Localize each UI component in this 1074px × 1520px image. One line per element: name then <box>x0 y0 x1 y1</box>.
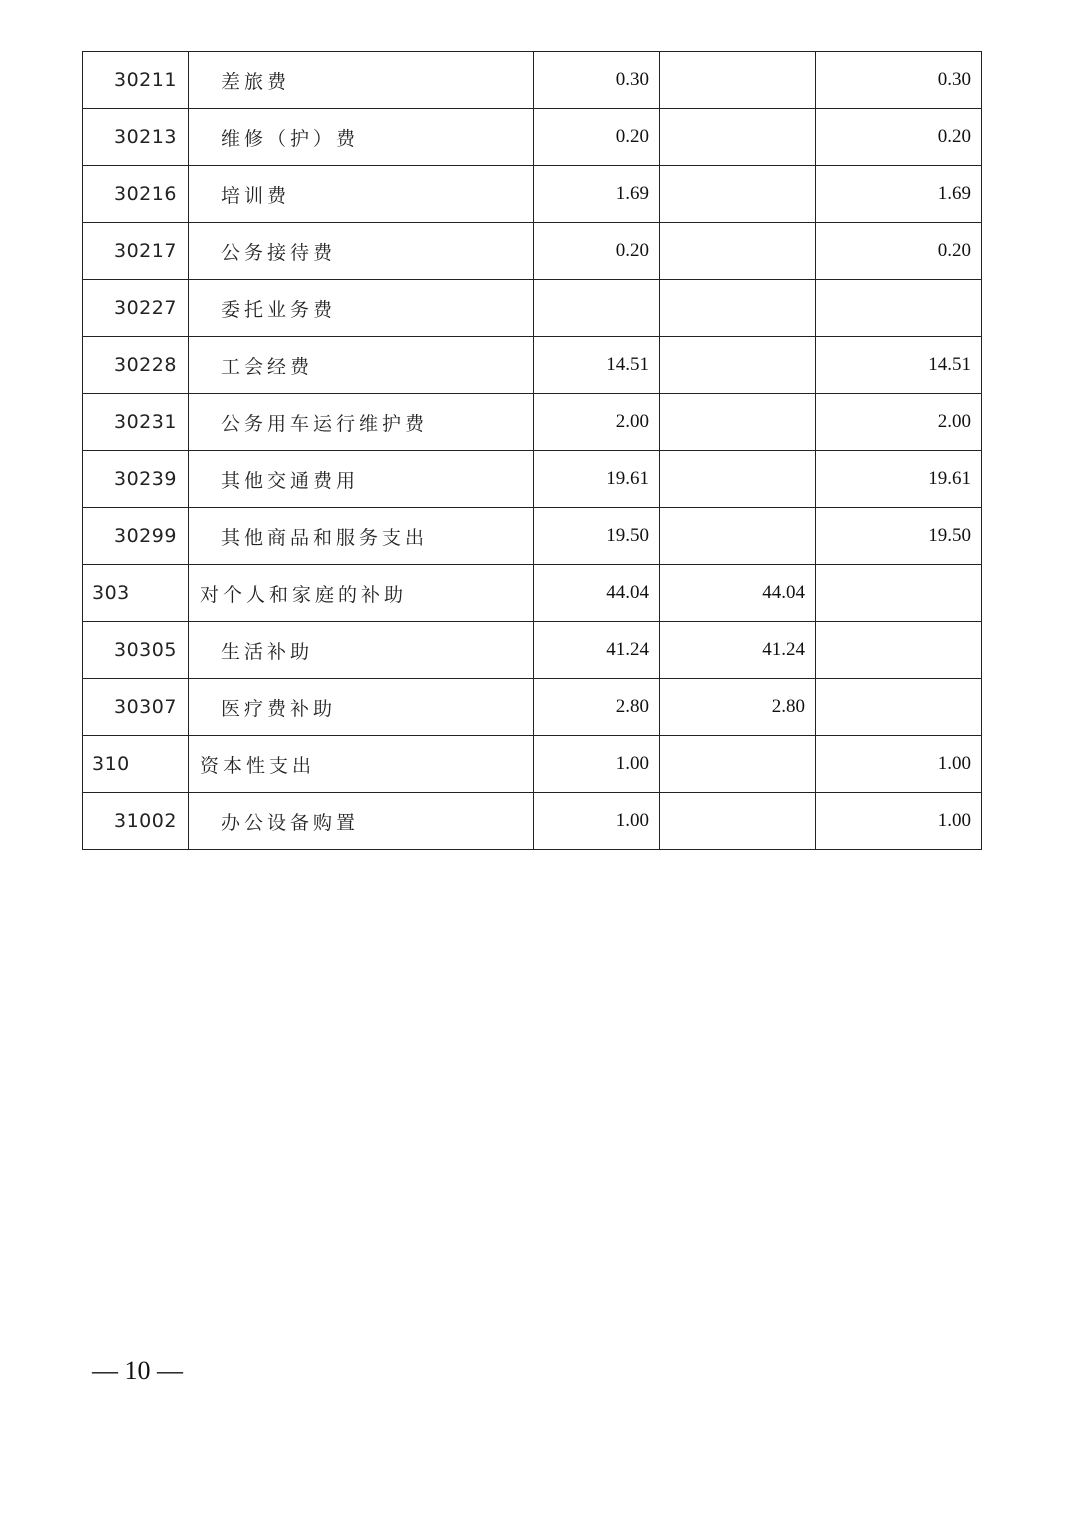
table-row <box>83 508 982 565</box>
row-total: 0.20 <box>534 223 660 280</box>
row-code: 31002 <box>83 793 189 850</box>
row-project <box>816 622 982 679</box>
row-code: 30228 <box>83 337 189 394</box>
row-code: 30307 <box>83 679 189 736</box>
row-code: 30305 <box>83 622 189 679</box>
row-basic: 41.24 <box>660 622 816 679</box>
row-code: 310 <box>83 736 189 793</box>
row-project <box>816 565 982 622</box>
row-name: 维修（护）费 <box>189 109 534 166</box>
row-name: 医疗费补助 <box>189 679 534 736</box>
row-basic <box>660 166 816 223</box>
row-project: 0.20 <box>816 223 982 280</box>
row-name: 工会经费 <box>189 337 534 394</box>
row-code: 30227 <box>83 280 189 337</box>
row-basic <box>660 280 816 337</box>
row-name: 其他交通费用 <box>189 451 534 508</box>
page-number: — 10 — <box>92 1356 183 1385</box>
row-name: 公务用车运行维护费 <box>189 394 534 451</box>
row-project: 0.20 <box>816 109 982 166</box>
row-total: 44.04 <box>534 565 660 622</box>
table-row <box>83 223 982 280</box>
row-name: 办公设备购置 <box>189 793 534 850</box>
row-total: 2.80 <box>534 679 660 736</box>
table-row <box>83 109 982 166</box>
row-total: 14.51 <box>534 337 660 394</box>
row-project <box>816 280 982 337</box>
table-row <box>83 337 982 394</box>
row-basic <box>660 508 816 565</box>
table-row <box>83 793 982 850</box>
table-row <box>83 622 982 679</box>
row-code: 30239 <box>83 451 189 508</box>
row-code: 30217 <box>83 223 189 280</box>
row-name: 对个人和家庭的补助 <box>189 565 534 622</box>
row-name: 公务接待费 <box>189 223 534 280</box>
row-project <box>816 679 982 736</box>
row-code: 303 <box>83 565 189 622</box>
row-name: 委托业务费 <box>189 280 534 337</box>
row-basic <box>660 736 816 793</box>
row-basic <box>660 451 816 508</box>
row-name: 培训费 <box>189 166 534 223</box>
row-total: 0.30 <box>534 52 660 109</box>
row-name: 其他商品和服务支出 <box>189 508 534 565</box>
row-code: 30216 <box>83 166 189 223</box>
row-total <box>534 280 660 337</box>
row-name: 差旅费 <box>189 52 534 109</box>
row-total: 19.61 <box>534 451 660 508</box>
row-project: 19.50 <box>816 508 982 565</box>
row-name: 资本性支出 <box>189 736 534 793</box>
row-basic: 2.80 <box>660 679 816 736</box>
row-total: 41.24 <box>534 622 660 679</box>
row-project: 0.30 <box>816 52 982 109</box>
table-row <box>83 451 982 508</box>
table-row <box>83 565 982 622</box>
row-project: 14.51 <box>816 337 982 394</box>
table-row <box>83 52 982 109</box>
row-project: 1.69 <box>816 166 982 223</box>
expenditure-table <box>82 51 982 850</box>
row-total: 2.00 <box>534 394 660 451</box>
row-basic <box>660 337 816 394</box>
row-total: 1.00 <box>534 736 660 793</box>
row-basic <box>660 52 816 109</box>
table-row <box>83 679 982 736</box>
row-basic <box>660 109 816 166</box>
row-total: 1.69 <box>534 166 660 223</box>
row-basic <box>660 223 816 280</box>
row-code: 30231 <box>83 394 189 451</box>
row-project: 1.00 <box>816 793 982 850</box>
row-basic <box>660 793 816 850</box>
row-basic <box>660 394 816 451</box>
row-project: 1.00 <box>816 736 982 793</box>
row-basic: 44.04 <box>660 565 816 622</box>
table-row <box>83 280 982 337</box>
row-project: 2.00 <box>816 394 982 451</box>
row-code: 30213 <box>83 109 189 166</box>
row-total: 1.00 <box>534 793 660 850</box>
table-row <box>83 166 982 223</box>
row-name: 生活补助 <box>189 622 534 679</box>
table-row <box>83 736 982 793</box>
row-project: 19.61 <box>816 451 982 508</box>
row-code: 30299 <box>83 508 189 565</box>
row-total: 0.20 <box>534 109 660 166</box>
table-row <box>83 394 982 451</box>
row-code: 30211 <box>83 52 189 109</box>
row-total: 19.50 <box>534 508 660 565</box>
